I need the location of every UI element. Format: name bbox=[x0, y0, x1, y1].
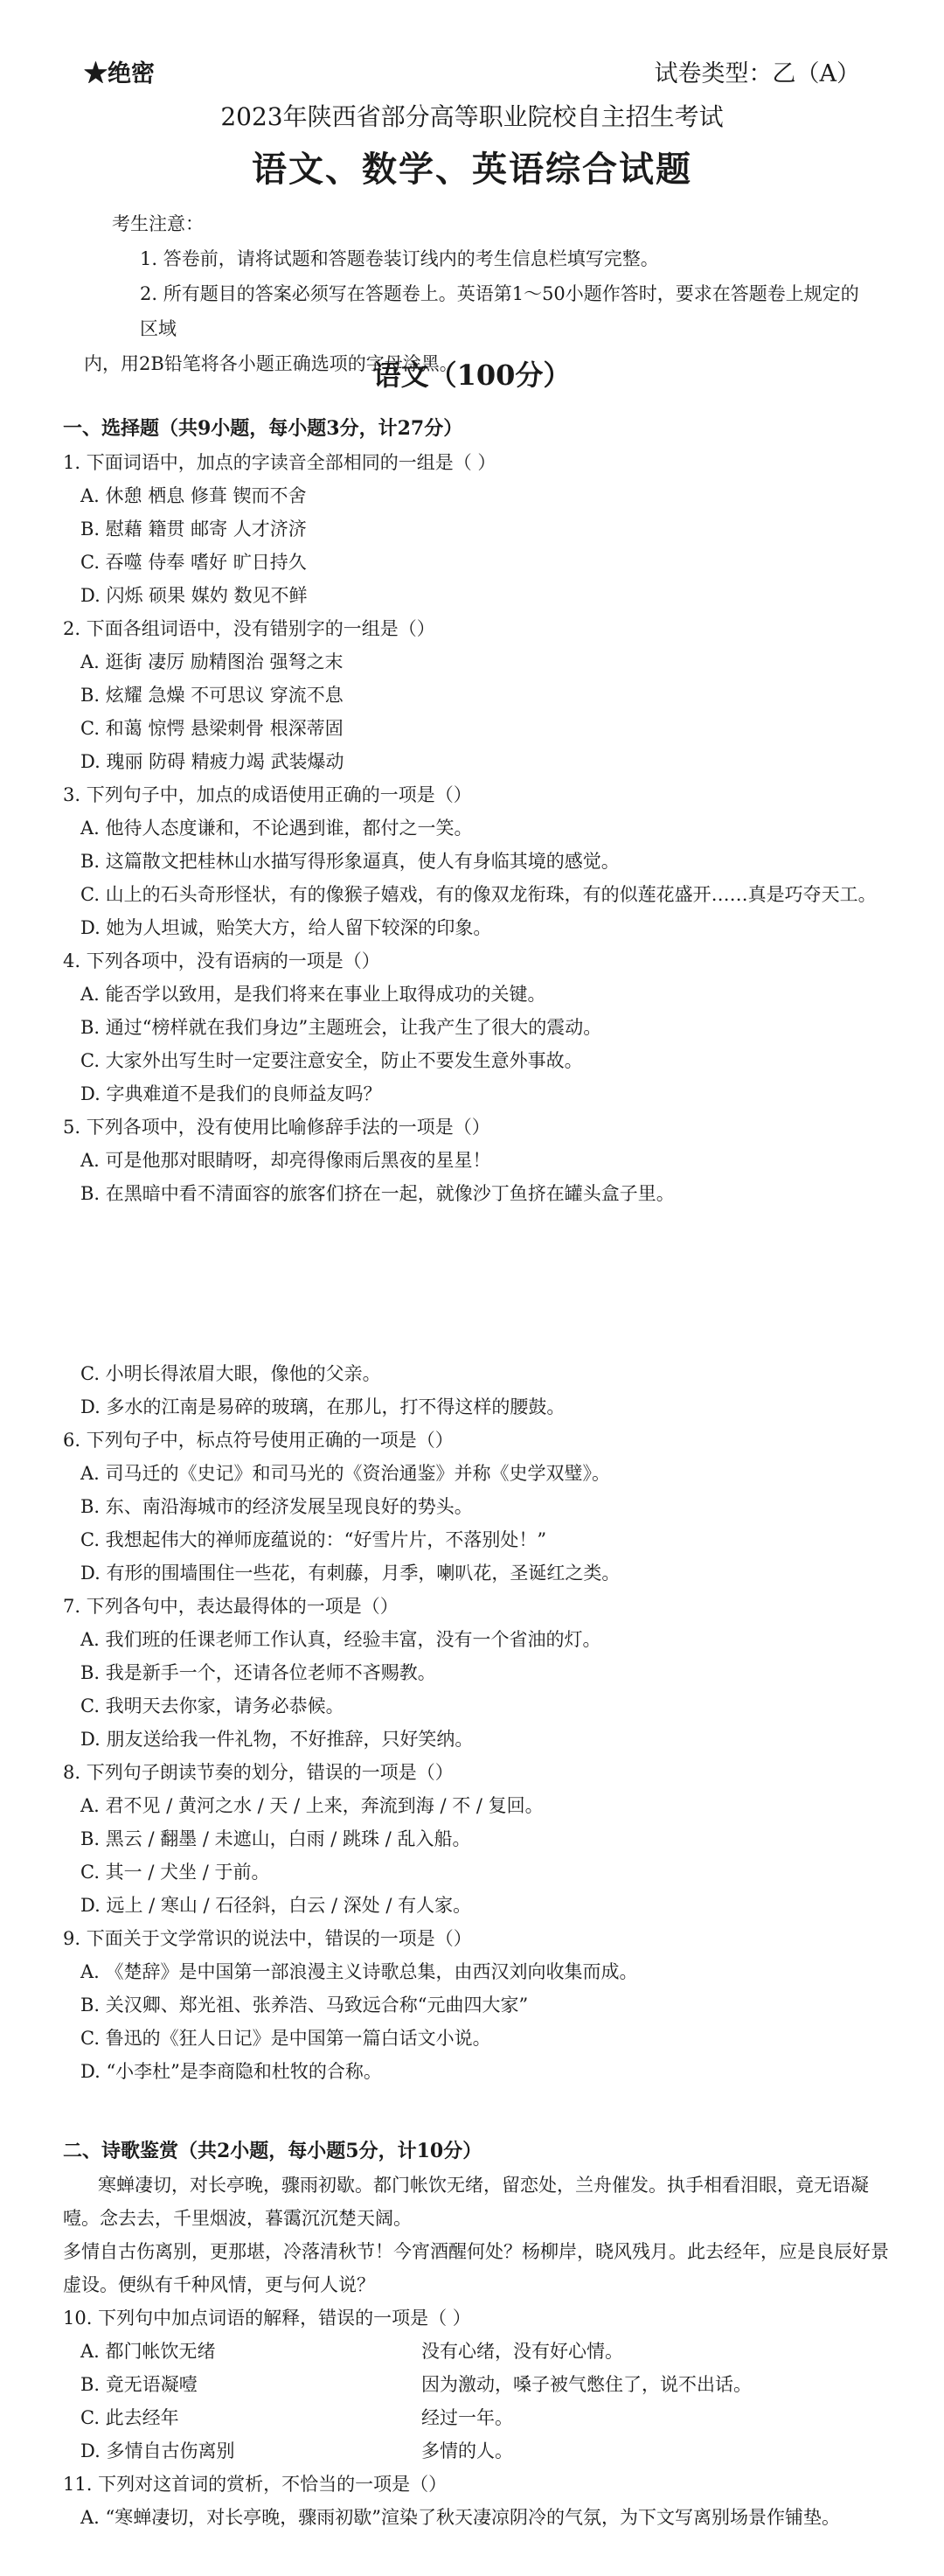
section-title: 语文（100分） bbox=[372, 359, 572, 392]
q10-option-c bbox=[63, 2401, 902, 2434]
q10-stem: 10. 下列句中加点词语的解释，错误的一项是（ ） bbox=[63, 2308, 471, 2329]
q5-option-a: A. 可是他那对眼睛呀，却亮得像雨后黑夜的星星！ bbox=[80, 1150, 491, 1171]
q3-option-d: D. 她为人坦诚，贻笑大方，给人留下较深的印象。 bbox=[80, 917, 492, 938]
secret-mark: ★绝密 bbox=[84, 60, 155, 87]
q8-option-d: D. 远上 / 寒山 / 石径斜，白云 / 深处 / 有人家。 bbox=[80, 1895, 472, 1916]
q7-option-c: C. 我明天去你家，请务必恭候。 bbox=[80, 1695, 344, 1716]
q10-d-meaning: 多情的人。 bbox=[421, 2440, 513, 2461]
q3-option-b: B. 这篇散文把桂林山水描写得形象逼真，使人有身临其境的感觉。 bbox=[80, 851, 620, 872]
poem bbox=[63, 2169, 902, 2301]
q7-option-b: B. 我是新手一个，还请各位老师不吝赐教。 bbox=[80, 1662, 436, 1683]
part2-title: 二、诗歌鉴赏（共2小题，每小题5分，计10分） bbox=[63, 2140, 482, 2162]
q9-option-a: A. 《楚辞》是中国第一部浪漫主义诗歌总集，由西汉刘向收集而成。 bbox=[80, 1961, 638, 1982]
q7-stem: 7. 下列各句中，表达最得体的一项是（） bbox=[63, 1596, 399, 1617]
q9-option-d: D. “小李杜”是李商隐和杜牧的合称。 bbox=[80, 2061, 382, 2082]
q5-option-c: C. 小明长得浓眉大眼，像他的父亲。 bbox=[80, 1363, 381, 1384]
q10-a-meaning: 没有心绪，没有好心情。 bbox=[421, 2341, 623, 2362]
notice-item-2a: 2. 所有题目的答案必须写在答题卷上。英语第1～50小题作答时，要求在答题卷上规定的区域 bbox=[140, 283, 859, 339]
q9-option-b: B. 关汉卿、郑光祖、张养浩、马致远合称“元曲四大家” bbox=[80, 1995, 529, 2016]
q3-option-c: C. 山上的石头奇形怪状，有的像猴子嬉戏，有的像双龙衔珠，有的似莲花盛开……真是巧夺天工。 bbox=[80, 884, 877, 905]
q4-option-b: B. 通过“榜样就在我们身边”主题班会，让我产生了很大的震动。 bbox=[80, 1017, 602, 1038]
q7-option-d: D. 朋友送给我一件礼物，不好推辞，只好笑纳。 bbox=[80, 1729, 474, 1750]
q4-option-c: C. 大家外出写生时一定要注意安全，防止不要发生意外事故。 bbox=[80, 1050, 583, 1071]
q9-option-c: C. 鲁迅的《狂人日记》是中国第一篇白话文小说。 bbox=[80, 2028, 491, 2049]
q1-option-d: D. 闪烁 硕果 媒妁 数见不鲜 bbox=[80, 585, 308, 606]
q8-option-c: C. 其一 / 犬坐 / 于前。 bbox=[80, 1862, 270, 1883]
q6-option-c: C. 我想起伟大的禅师庞蕴说的：“好雪片片，不落别处！” bbox=[80, 1529, 547, 1550]
part2 bbox=[63, 2134, 902, 2534]
q6-option-b: B. 东、南沿海城市的经济发展呈现良好的势头。 bbox=[80, 1496, 473, 1517]
q2-option-a: A. 逛街 凄厉 励精图治 强弩之末 bbox=[80, 651, 344, 672]
q10-c-term: C. 此去经年 bbox=[80, 2407, 179, 2428]
q8-option-b: B. 黑云 / 翻墨 / 未遮山，白雨 / 跳珠 / 乱入船。 bbox=[80, 1828, 471, 1849]
q8-option-a: A. 君不见 / 黄河之水 / 天 / 上来，奔流到海 / 不 / 复回。 bbox=[80, 1795, 544, 1816]
notice-item-1: 1. 答卷前，请将试题和答题卷装订线内的考生信息栏填写完整。 bbox=[140, 248, 659, 269]
q8-stem: 8. 下列句子朗读节奏的划分，错误的一项是（） bbox=[63, 1762, 454, 1783]
notice-item-2b: 内，用2B铅笔将各小题正确选项的字母涂黑。 bbox=[84, 353, 458, 374]
q10-d-term: D. 多情自古伤离别 bbox=[80, 2440, 235, 2461]
q10-option-b bbox=[63, 2368, 902, 2401]
q3-option-a: A. 他待人态度谦和，不论遇到谁，都付之一笑。 bbox=[80, 818, 473, 839]
q2-option-d: D. 瑰丽 防碍 精疲力竭 武装爆动 bbox=[80, 751, 344, 772]
poem-paragraph-2: 多情自古伤离别，更那堪，冷落清秋节！今宵酒醒何处？杨柳岸，晓风残月。此去经年，应是良辰好景虚设。便纵有千种风情，更与何人说？ bbox=[63, 2241, 889, 2295]
q10-option-d bbox=[63, 2434, 902, 2468]
q10-b-meaning: 因为激动，嗓子被气憋住了，说不出话。 bbox=[421, 2374, 752, 2395]
q2-option-c: C. 和蔼 惊愕 悬梁刺骨 根深蒂固 bbox=[80, 718, 344, 739]
q5-option-b: B. 在黑暗中看不清面容的旅客们挤在一起，就像沙丁鱼挤在罐头盒子里。 bbox=[80, 1183, 675, 1204]
q2-stem: 2. 下面各组词语中，没有错别字的一组是（） bbox=[63, 618, 435, 639]
blank-space bbox=[63, 1210, 902, 1357]
q11-option-a: A. “寒蝉凄切，对长亭晚，骤雨初歇”渲染了秋天凄凉阴冷的气氛，为下文写离别场景作铺垫。 bbox=[80, 2507, 840, 2528]
q6-option-a: A. 司马迁的《史记》和司马光的《资治通鉴》并称《史学双璧》。 bbox=[80, 1463, 611, 1484]
q4-option-a: A. 能否学以致用，是我们将来在事业上取得成功的关键。 bbox=[80, 984, 546, 1005]
exam-title: 2023年陕西省部分高等职业院校自主招生考试 bbox=[220, 102, 724, 131]
q3-stem: 3. 下列句子中，加点的成语使用正确的一项是（） bbox=[63, 784, 472, 805]
q1-option-a: A. 休憩 栖息 修葺 锲而不舍 bbox=[80, 485, 307, 506]
part1-title: 一、选择题（共9小题，每小题3分，计27分） bbox=[63, 417, 463, 440]
q6-option-d: D. 有形的围墙围住一些花，有刺藤，月季，喇叭花，圣诞红之类。 bbox=[80, 1563, 621, 1584]
q5-stem: 5. 下列各项中，没有使用比喻修辞手法的一项是（） bbox=[63, 1117, 490, 1138]
part1 bbox=[63, 411, 902, 2088]
q6-stem: 6. 下列句子中，标点符号使用正确的一项是（） bbox=[63, 1430, 454, 1451]
q4-option-d: D. 字典难道不是我们的良师益友吗？ bbox=[80, 1083, 382, 1104]
q10-b-term: B. 竟无语凝噎 bbox=[80, 2374, 198, 2395]
q4-stem: 4. 下列各项中，没有语病的一项是（） bbox=[63, 950, 380, 971]
q11-stem: 11. 下列对这首词的赏析，不恰当的一项是（） bbox=[63, 2474, 448, 2495]
q1-stem: 1. 下面词语中，加点的字读音全部相同的一组是（ ） bbox=[63, 452, 496, 473]
q10-a-term: A. 都门帐饮无绪 bbox=[80, 2341, 216, 2362]
header-bar bbox=[84, 54, 860, 89]
q2-option-b: B. 炫耀 急燥 不可思议 穿流不息 bbox=[80, 685, 344, 706]
q1-option-b: B. 慰藉 籍贯 邮寄 人才济济 bbox=[80, 519, 307, 540]
q10-c-meaning: 经过一年。 bbox=[421, 2407, 513, 2428]
q7-option-a: A. 我们班的任课老师工作认真，经验丰富，没有一个省油的灯。 bbox=[80, 1629, 601, 1650]
q10-option-a bbox=[63, 2335, 902, 2368]
q9-stem: 9. 下面关于文学常识的说法中，错误的一项是（） bbox=[63, 1928, 472, 1949]
notice-head: 考生注意： bbox=[112, 213, 204, 234]
paper-type: 试卷类型：乙（A） bbox=[654, 60, 860, 87]
poem-paragraph-1: 寒蝉凄切，对长亭晚，骤雨初歇。都门帐饮无绪，留恋处，兰舟催发。执手相看泪眼，竟无语凝噎。念去去，千里烟波，暮霭沉沉楚天阔。 bbox=[63, 2175, 869, 2229]
q5-option-d: D. 多水的江南是易碎的玻璃，在那儿，打不得这样的腰鼓。 bbox=[80, 1396, 566, 1417]
subject-title: 语文、数学、英语综合试题 bbox=[252, 149, 692, 190]
q1-option-c: C. 吞噬 侍奉 嗜好 旷日持久 bbox=[80, 552, 307, 573]
